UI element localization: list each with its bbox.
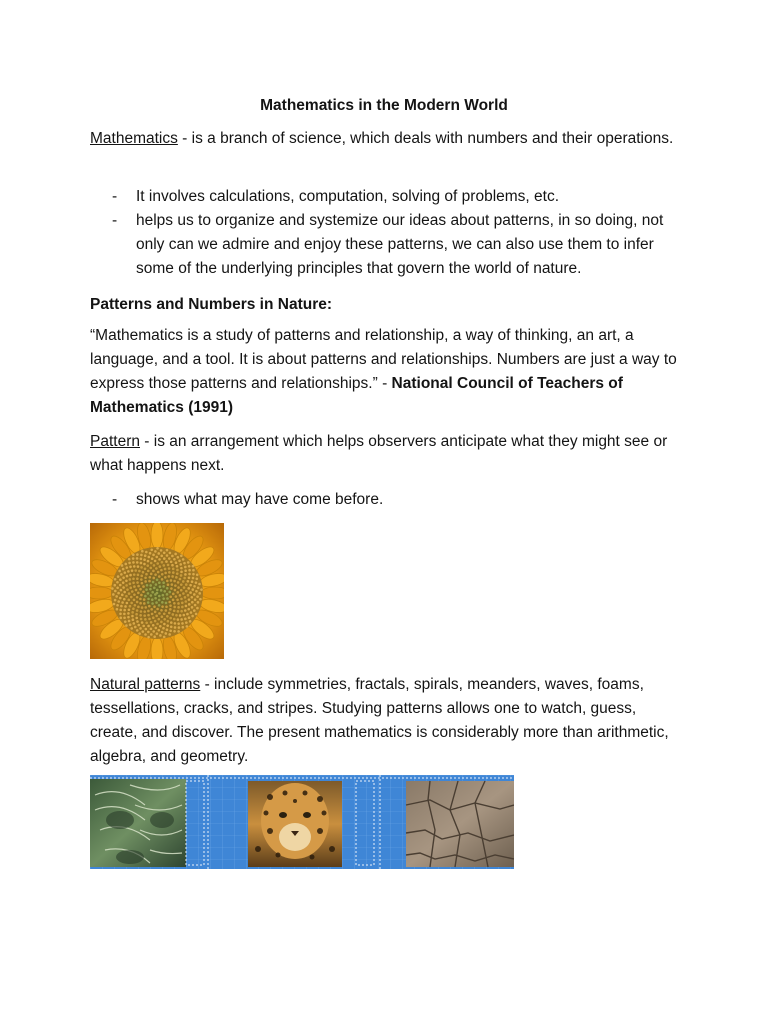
sunflower-illustration <box>90 523 224 659</box>
quote-paragraph <box>90 324 684 420</box>
pattern-photos <box>90 775 514 869</box>
list-item <box>112 185 672 209</box>
pattern-definition-text: - is an arrangement which helps observers anticipate what they might see or what happens next. <box>90 433 668 474</box>
list-item-text: shows what may have come before. <box>136 491 384 508</box>
mathematics-bullet-list <box>112 185 672 281</box>
natural-patterns-image-strip <box>90 775 514 869</box>
natural-patterns-term: Natural patterns <box>90 676 201 693</box>
mathematics-term: Mathematics <box>90 130 178 147</box>
page-title: Mathematics in the Modern World <box>260 97 508 114</box>
quote-source: National Council of Teachers of Mathematics (1991) <box>90 375 623 416</box>
natural-patterns-definition <box>90 673 684 769</box>
dash-marker: - <box>112 491 118 508</box>
pattern-definition <box>90 430 684 478</box>
list-item-text: helps us to organize and systemize our ideas about patterns, in so doing, not only can we admire and enjoy these patterns, we can also use them to infer some of the underlying principles that govern the world of nature. <box>136 212 664 277</box>
succulent-photo <box>90 779 186 867</box>
list-item <box>112 209 672 281</box>
mathematics-definition <box>90 127 684 151</box>
dash-marker: - <box>112 188 118 205</box>
list-item-text: It involves calculations, computation, solving of problems, etc. <box>136 188 560 205</box>
pattern-term: Pattern <box>90 433 140 450</box>
cracked-mud-photo <box>406 781 514 867</box>
pattern-bullet-list <box>112 488 672 512</box>
dash-marker: - <box>112 212 118 229</box>
quote-text: “Mathematics is a study of patterns and relationship, a way of thinking, an art, a language, and a tool. It is about patterns and relationships. Numbers are just a way to express those patterns and relationships.” - <box>90 327 677 392</box>
sunflower-image <box>90 523 224 659</box>
jaguar-photo <box>248 781 342 867</box>
section-heading: Patterns and Numbers in Nature: <box>90 296 333 313</box>
natural-patterns-definition-text: - include symmetries, fractals, spirals, meanders, waves, foams, tessellations, cracks, and stripes. Studying patterns allows one to watch, guess, create, and discover. The present mathematics is considerably more than arithmetic, algebra, and geometry. <box>90 676 669 765</box>
mathematics-definition-text: - is a branch of science, which deals with numbers and their operations. <box>177 130 674 147</box>
list-item <box>112 488 672 512</box>
